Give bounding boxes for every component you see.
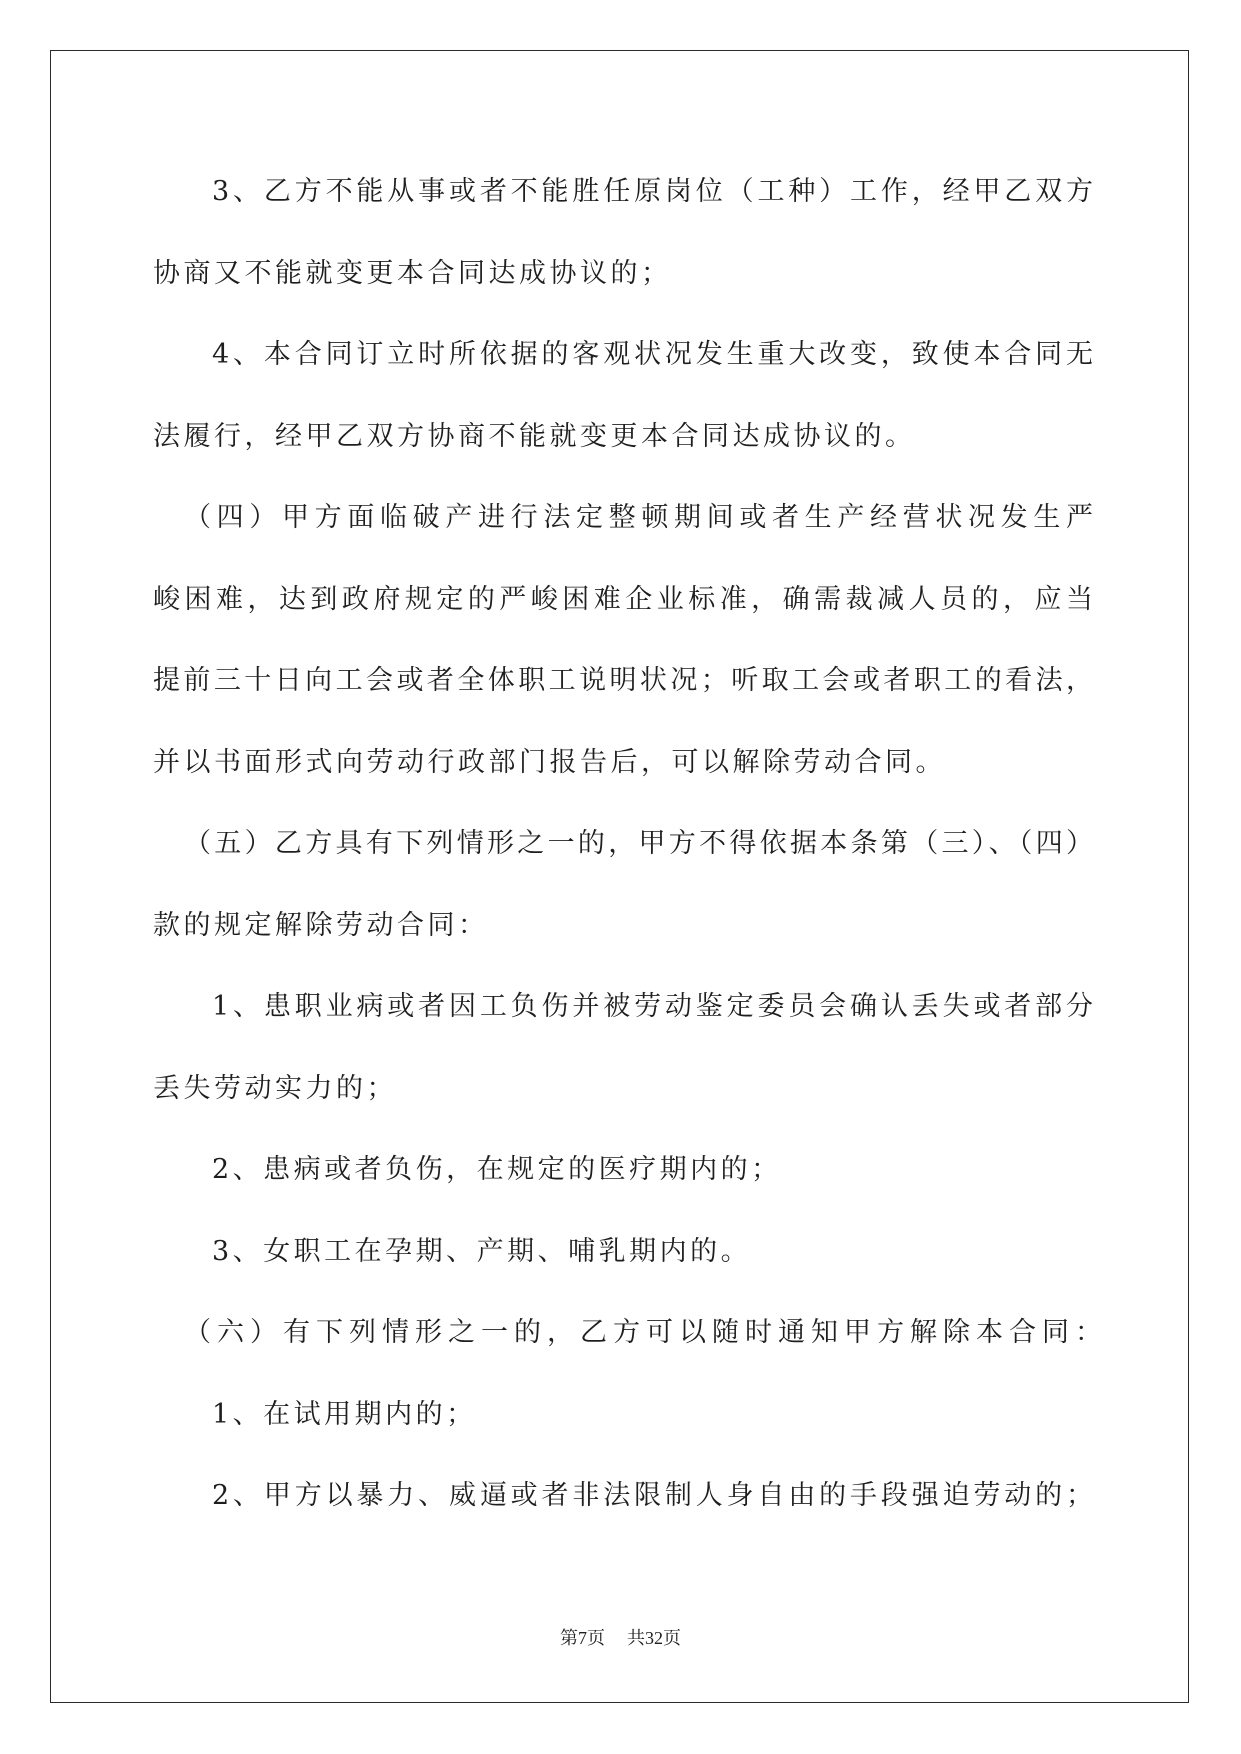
paragraph (153, 477, 1093, 803)
paragraph-line: 3、女职工在孕期、产期、哺乳期内的。 (212, 1235, 752, 1267)
document-body (153, 151, 1108, 1537)
paragraph-line: 协商又不能就变更本合同达成协议的； (153, 257, 672, 289)
page-number: 第7页 (560, 1628, 605, 1648)
paragraph-line: （六）有下列情形之一的，乙方可以随时通知甲方解除本合同： (184, 1317, 1108, 1348)
paragraph (153, 151, 1093, 314)
page-total: 共32页 (627, 1628, 681, 1648)
paragraph-line: 并以书面形式向劳动行政部门报告后，可以解除劳动合同。 (153, 746, 946, 778)
paragraph-line: 提前三十日向工会或者全体职工说明状况；听取工会或者职工的看法， (153, 665, 1093, 696)
paragraph-line: 4、本合同订立时所依据的客观状况发生重大改变，致使本合同无 (212, 339, 1093, 370)
paragraph (153, 803, 1093, 966)
paragraph (153, 1129, 1093, 1211)
paragraph (153, 1211, 1093, 1293)
page-footer (0, 1626, 1241, 1650)
paragraph-line: 2、甲方以暴力、威逼或者非法限制人身自由的手段强迫劳动的； (212, 1480, 1093, 1511)
paragraph (153, 1292, 1108, 1374)
paragraph (153, 966, 1093, 1129)
paragraph-line: 法履行，经甲乙双方协商不能就变更本合同达成协议的。 (153, 420, 916, 452)
paragraph-line: 峻困难，达到政府规定的严峻困难企业标准，确需裁减人员的，应当 (153, 583, 1093, 615)
paragraph (153, 1374, 1093, 1456)
paragraph-line: 1、在试用期内的； (212, 1398, 477, 1430)
paragraph-line: 款的规定解除劳动合同： (153, 909, 489, 941)
paragraph-line: 3、乙方不能从事或者不能胜任原岗位（工种）工作，经甲乙双方 (212, 176, 1093, 207)
paragraph-line: （四）甲方面临破产进行法定整顿期间或者生产经营状况发生严 (184, 502, 1093, 533)
paragraph-line: 丢失劳动实力的； (153, 1072, 397, 1104)
paragraph-line: （五）乙方具有下列情形之一的，甲方不得依据本条第（三）、（四） (184, 828, 1093, 859)
paragraph-line: 2、患病或者负伤，在规定的医疗期内的； (212, 1154, 782, 1185)
paragraph (153, 1455, 1093, 1537)
paragraph (153, 314, 1093, 477)
paragraph-line: 1、患职业病或者因工负伤并被劳动鉴定委员会确认丢失或者部分 (212, 991, 1093, 1022)
